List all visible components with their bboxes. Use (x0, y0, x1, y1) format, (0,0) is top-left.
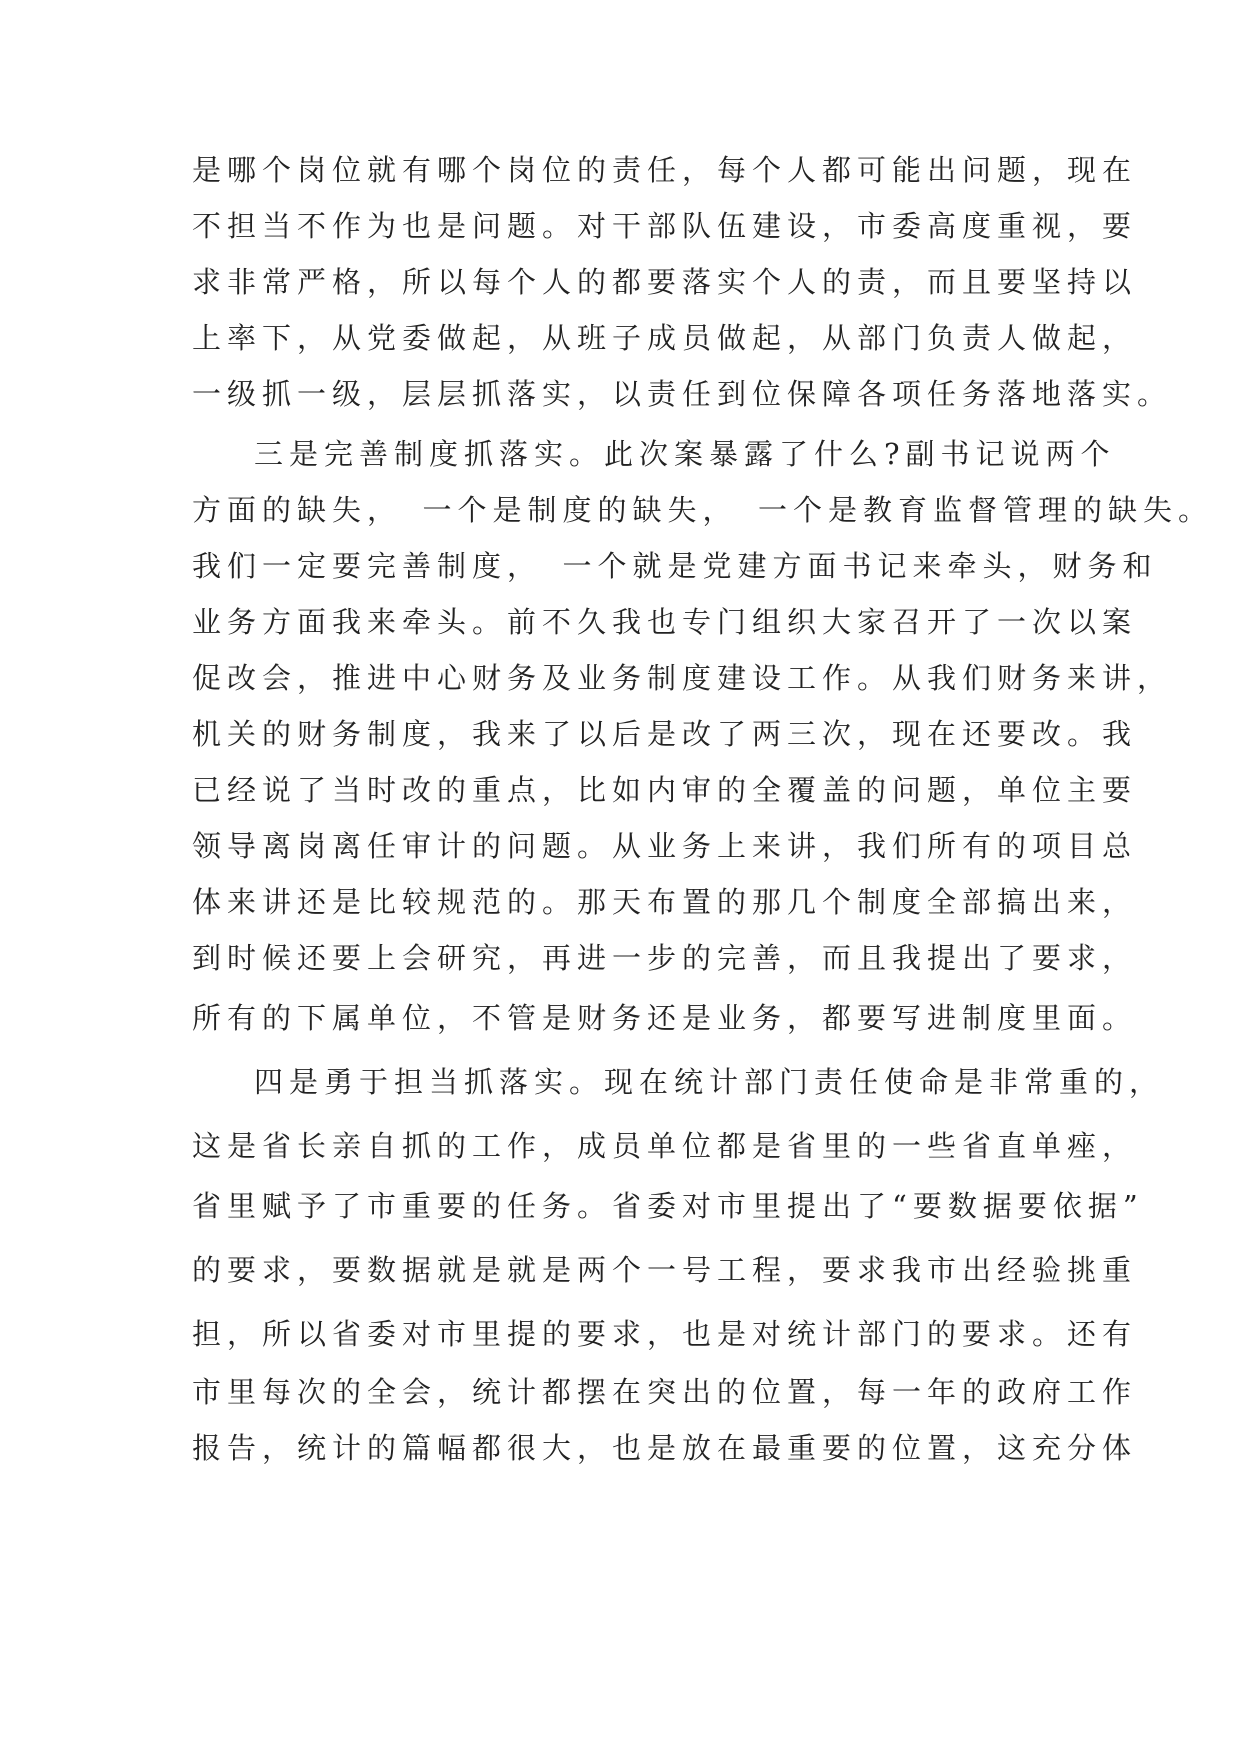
text-line: 机关的财务制度，我来了以后是改了两三次，现在还要改。我 (192, 717, 1138, 751)
text-line: 我们一定要完善制度， 一个就是党建方面书记来牵头，财务和 (192, 549, 1158, 583)
text-line: 一级抓一级，层层抓落实，以责任到位保障各项任务落地落实。 (192, 377, 1173, 411)
text-line: 已经说了当时改的重点，比如内审的全覆盖的问题，单位主要 (192, 773, 1138, 807)
text-line: 促改会，推进中心财务及业务制度建设工作。从我们财务来讲， (192, 661, 1173, 695)
text-line: 报告，统计的篇幅都很大，也是放在最重要的位置，这充分体 (192, 1431, 1138, 1465)
text-line: 领导离岗离任审计的问题。从业务上来讲，我们所有的项目总 (192, 829, 1138, 863)
text-line: 不担当不作为也是问题。对干部队伍建设，市委高度重视，要 (192, 209, 1138, 243)
text-line: 的要求，要数据就是就是两个一号工程，要求我市出经验挑重 (192, 1253, 1138, 1287)
text-line: 所有的下属单位，不管是财务还是业务，都要写进制度里面。 (192, 1001, 1138, 1035)
text-line: 担，所以省委对市里提的要求，也是对统计部门的要求。还有 (192, 1317, 1138, 1351)
text-line: 省里赋予了市重要的任务。省委对市里提出了“要数据要依据” (192, 1189, 1144, 1223)
text-line: 求非常严格，所以每个人的都要落实个人的责，而且要坚持以 (192, 265, 1138, 299)
text-line: 上率下，从党委做起，从班子成员做起，从部门负责人做起， (192, 321, 1138, 355)
paragraph-first-line: 四是勇于担当抓落实。现在统计部门责任使命是非常重的， (254, 1065, 1165, 1099)
text-line: 体来讲还是比较规范的。那天布置的那几个制度全部搞出来， (192, 885, 1138, 919)
text-line: 是哪个岗位就有哪个岗位的责任，每个人都可能出问题，现在 (192, 153, 1138, 187)
text-line: 业务方面我来牵头。前不久我也专门组织大家召开了一次以案 (192, 605, 1138, 639)
text-line: 到时候还要上会研究，再进一步的完善，而且我提出了要求， (192, 941, 1138, 975)
paragraph-first-line: 三是完善制度抓落实。此次案暴露了什么?副书记说两个 (254, 437, 1116, 471)
text-line: 市里每次的全会，统计都摆在突出的位置，每一年的政府工作 (192, 1375, 1138, 1409)
text-line: 这是省长亲自抓的工作，成员单位都是省里的一些省直单痤， (192, 1129, 1138, 1163)
text-line: 方面的缺失， 一个是制度的缺失， 一个是教育监督管理的缺失。 (192, 493, 1214, 527)
